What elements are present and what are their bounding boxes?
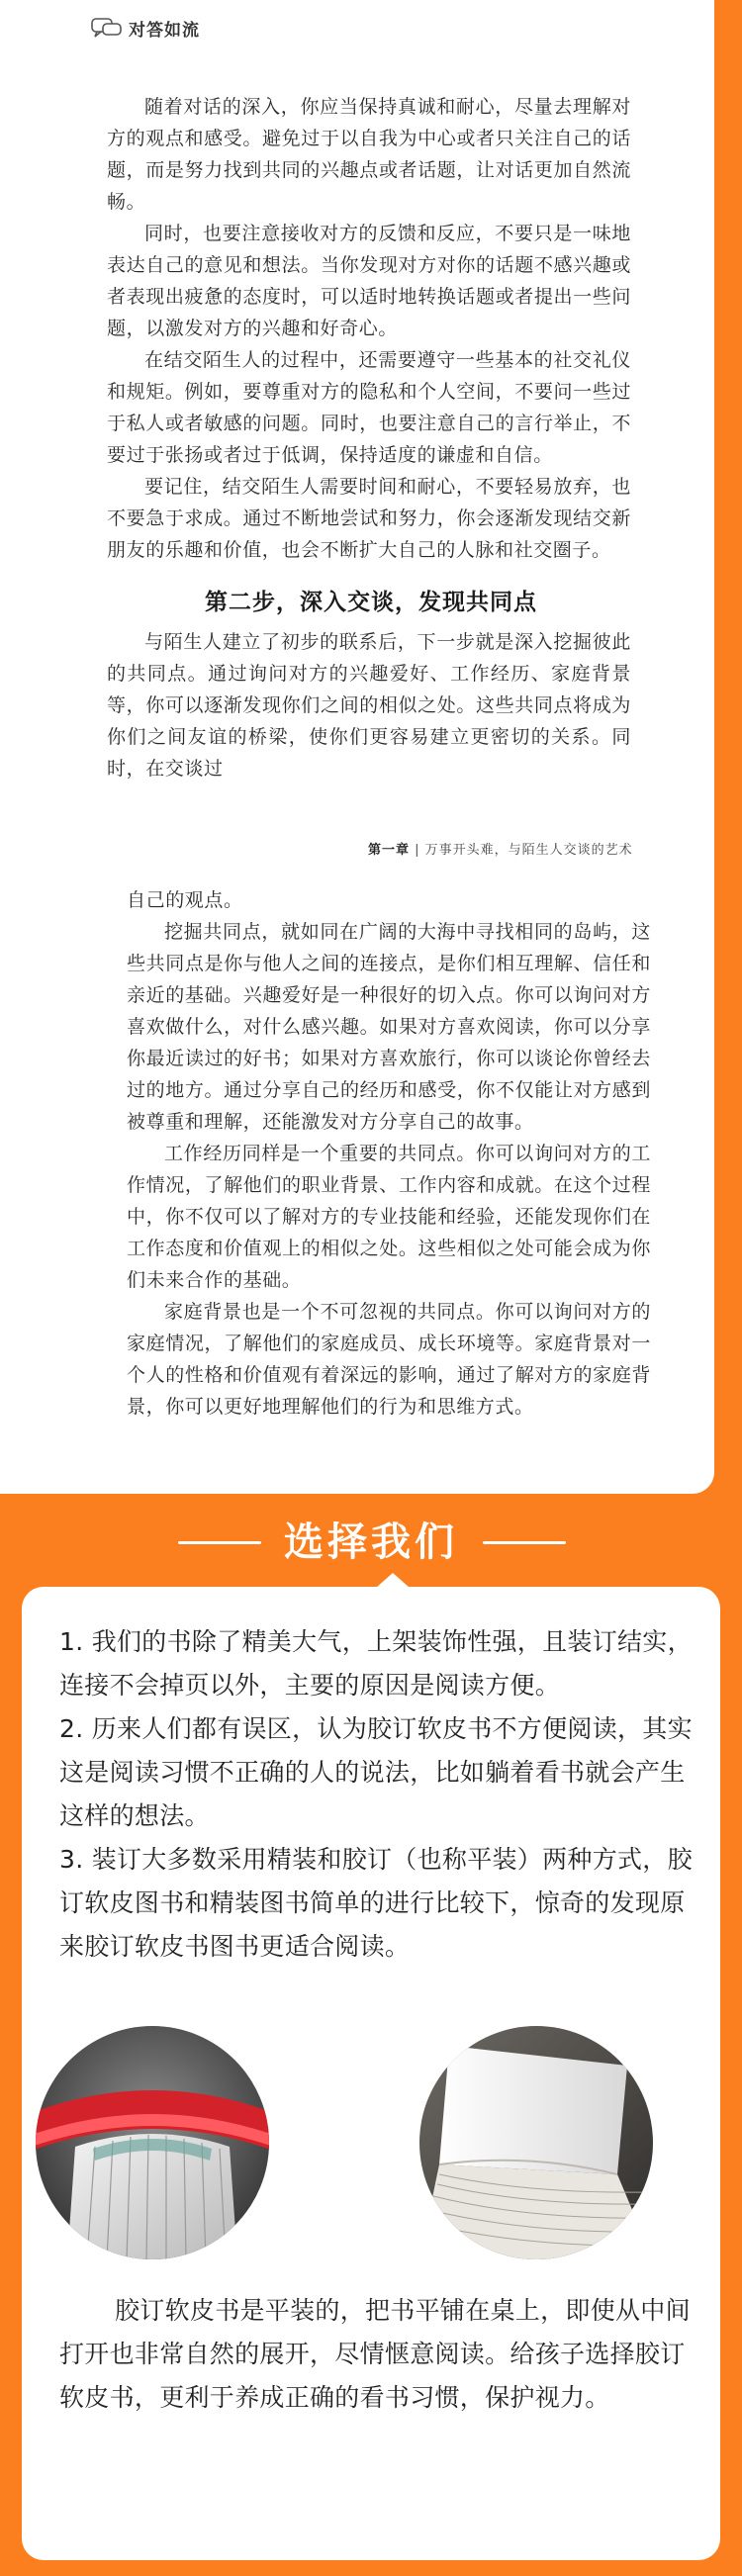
book-title: 对答如流 <box>129 21 200 41</box>
chapter-footer <box>368 839 633 858</box>
reason-item: 1. 我们的书除了精美大气，上架装饰性强，且装订结实，连接不会掉页以外，主要的原因是阅读方便。 <box>59 1627 693 1700</box>
paragraph: 挖掘共同点，就如同在广阔的大海中寻找相同的岛屿，这些共同点是你与他人之间的连接点，是你们相互理解、信任和亲近的基础。兴趣爱好是一种很好的切入点。你可以询问对方喜欢做什么，对什么感兴趣。如果对方喜欢阅读，你可以分享你最近读过的好书；如果对方喜欢旅行，你可以谈论你曾经去过的地方。通过分享自己的经历和感受，你不仅能让对方感到被尊重和理解，还能激发对方分享自己的故事。 <box>127 921 651 1133</box>
text-block-2 <box>107 626 631 784</box>
paragraph-continuation: 自己的观点。 <box>127 889 243 911</box>
info-card <box>22 1587 720 2560</box>
section-heading: 第二步，深入交谈，发现共同点 <box>205 590 537 615</box>
hardcover-book-spine-photo <box>36 2026 269 2259</box>
paragraph: 随着对话的深入，你应当保持真诚和耐心，尽量去理解对方的观点和感受。避免过于以自我为中心或者只关注自己的话题，而是努力找到共同的兴趣点或者话题，让对话更加自然流畅。 <box>107 96 631 213</box>
reasons-list <box>59 1620 693 1969</box>
card-notch <box>376 1573 410 1588</box>
closing-paragraph: 胶订软皮书是平装的，把书平铺在桌上，即使从中间打开也非常自然的展开，尽情惬意阅读。给孩子选择胶订软皮书，更利于养成正确的看书习惯，保护视力。 <box>59 2296 691 2412</box>
chapter-label: 第一章 <box>368 843 411 858</box>
paragraph: 要记住，结交陌生人需要时间和耐心，不要轻易放弃，也不要急于求成。通过不断地尝试和努力，你会逐渐发现结交新朋友的乐趣和价值，也会不断扩大自己的人脉和社交圈子。 <box>107 476 631 561</box>
book-header <box>91 16 200 41</box>
text-block-1 <box>107 91 631 566</box>
banner-title: 选择我们 <box>284 1519 458 1565</box>
reason-item: 3. 装订大多数采用精装和胶订（也称平装）两种方式，胶订软皮图书和精装图书简单的进行比较下，惊奇的发现原来胶订软皮书图书更适合阅读。 <box>59 1845 693 1961</box>
paragraph: 工作经历同样是一个重要的共同点。你可以询问对方的工作情况，了解他们的职业背景、工作内容和成就。在这个过程中，你不仅可以了解对方的专业技能和经验，还能发现你们在工作态度和价值观上的相似之处。这些相似之处可能会成为你们未来合作的基础。 <box>127 1143 651 1291</box>
speech-bubble-icon <box>91 18 123 40</box>
chapter-separator: | <box>415 843 425 858</box>
reason-item: 2. 历来人们都有误区，认为胶订软皮书不方便阅读，其实这是阅读习惯不正确的人的说法，比如躺着看书就会产生这样的想法。 <box>59 1714 693 1830</box>
banner-divider-right <box>483 1541 566 1544</box>
paragraph: 与陌生人建立了初步的联系后，下一步就是深入挖掘彼此的共同点。通过询问对方的兴趣爱好、工作经历、家庭背景等，你可以逐渐发现你们之间的相似之处。这些共同点将成为你们之间友谊的桥梁，使你们更容易建立更密切的关系。同时，在交谈过 <box>107 631 631 780</box>
paragraph: 在结交陌生人的过程中，还需要遵守一些基本的社交礼仪和规矩。例如，要尊重对方的隐私和个人空间，不要问一些过于私人或者敏感的问题。同时，也要注意自己的言行举止，不要过于张扬或者过于低调，保持适度的谦虚和自信。 <box>107 349 631 466</box>
text-block-3 <box>127 884 651 1423</box>
chapter-title: 万事开头难，与陌生人交谈的艺术 <box>424 843 633 858</box>
paragraph: 同时，也要注意接收对方的反馈和反应，不要只是一味地表达自己的意见和想法。当你发现对方对你的话题不感兴趣或者表现出疲惫的态度时，可以适时地转换话题或者提出一些问题，以激发对方的兴趣和好奇心。 <box>107 223 631 339</box>
select-us-banner <box>0 1514 742 1573</box>
softcover-book-pages-photo <box>419 2026 653 2259</box>
paragraph: 家庭背景也是一个不可忽视的共同点。你可以询问对方的家庭情况，了解他们的家庭成员、成长环境等。家庭背景对一个人的性格和价值观有着深远的影响，通过了解对方的家庭背景，你可以更好地理解他们的行为和思维方式。 <box>127 1301 651 1418</box>
